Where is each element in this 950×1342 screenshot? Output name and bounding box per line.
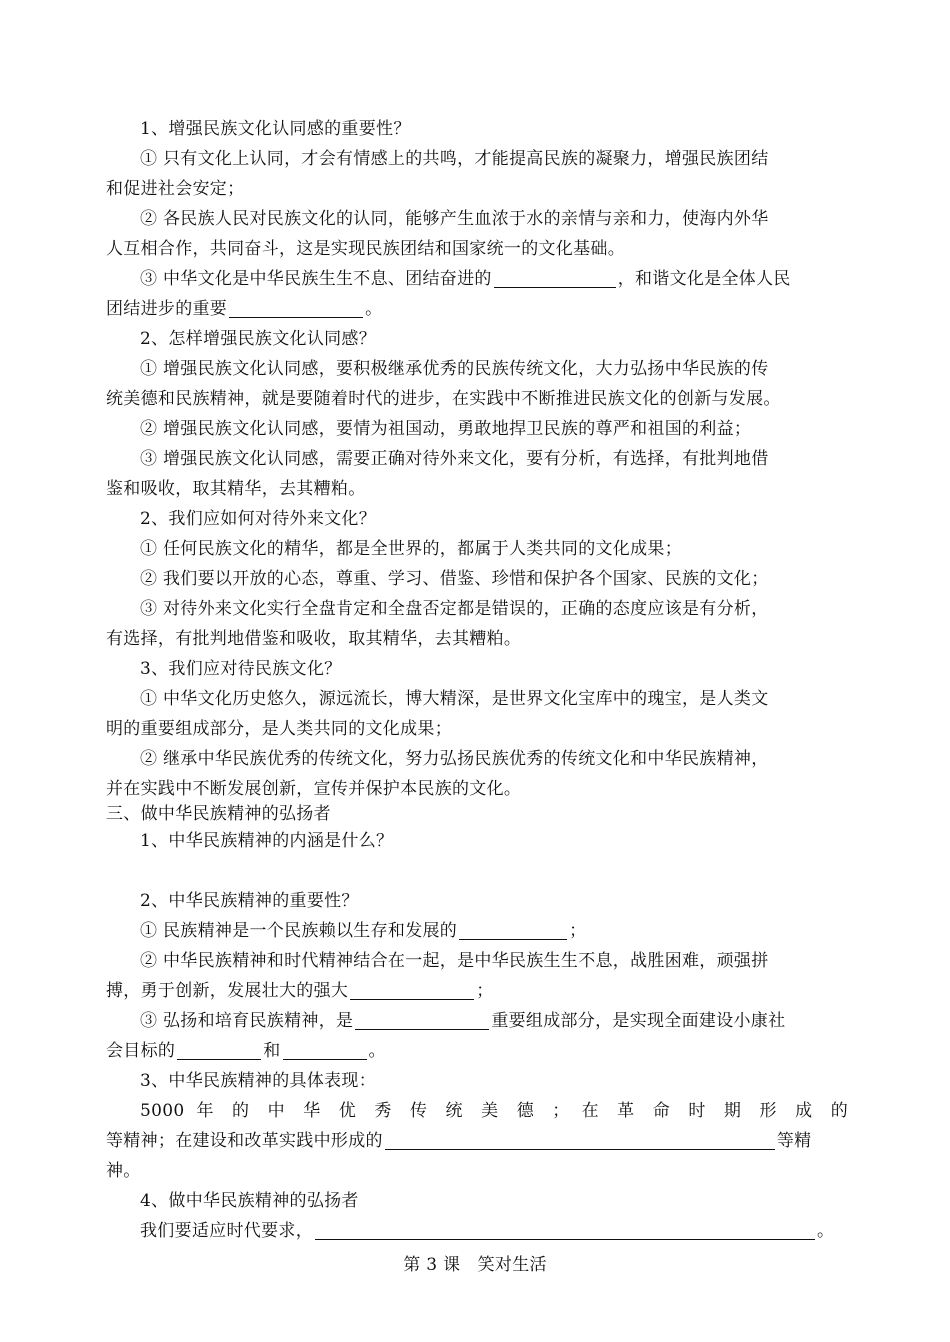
text-segment: ； [569, 921, 587, 941]
text-line: ③ 对待外来文化实行全盘肯定和全盘否定都是错误的，正确的态度应该是有分析， [140, 599, 769, 619]
text-line [140, 1216, 848, 1246]
fill-blank[interactable] [385, 1129, 775, 1150]
question-heading: 1、中华民族精神的内涵是什么？ [140, 831, 394, 851]
question-heading: 4、做中华民族精神的弘扬者 [140, 1191, 359, 1211]
fill-blank[interactable] [355, 1009, 489, 1030]
fill-blank[interactable] [283, 1039, 367, 1060]
text-line: ① 增强民族文化认同感，要积极继承优秀的民族传统文化，大力弘扬中华民族的传 [140, 359, 769, 379]
text-line: 并在实践中不断发展创新，宣传并保护本民族的文化。 [106, 779, 522, 799]
fill-blank[interactable] [350, 979, 474, 1000]
text-line: 神。 [106, 1161, 141, 1181]
text-segment: 。 [365, 299, 383, 319]
fill-blank[interactable] [315, 1219, 815, 1240]
text-line [140, 264, 848, 294]
text-line: ② 中华民族精神和时代精神结合在一起，是中华民族生生不息，战胜困难，顽强拼 [140, 951, 769, 971]
text-segment: ； [476, 981, 494, 1001]
question-heading: 1、增强民族文化认同感的重要性？ [140, 119, 411, 139]
section-heading: 三、做中华民族精神的弘扬者 [106, 804, 331, 824]
text-segment: 和 [263, 1041, 281, 1061]
text-line: ① 只有文化上认同，才会有情感上的共鸣，才能提高民族的凝聚力，增强民族团结 [140, 149, 769, 169]
lesson-title: 第 3 课 笑对生活 [403, 1255, 547, 1275]
text-line: ② 我们要以开放的心态，尊重、学习、借鉴、珍惜和保护各个国家、民族的文化； [140, 569, 769, 589]
text-line: ② 增强民族文化认同感，要情为祖国动，勇敢地捍卫民族的尊严和祖国的利益； [140, 419, 752, 439]
text-segment: 我们要适应时代要求， [140, 1221, 313, 1241]
text-segment: 会目标的 [106, 1041, 176, 1061]
text-segment: 。 [817, 1221, 835, 1241]
text-line [106, 294, 848, 324]
text-segment: ，和谐文化是全体人民 [617, 269, 791, 289]
text-line: ② 继承中华民族优秀的传统文化，努力弘扬民族优秀的传统文化和中华民族精神， [140, 749, 769, 769]
text-line: ① 中华文化历史悠久，源远流长，博大精深，是世界文化宝库中的瑰宝，是人类文 [140, 689, 769, 709]
text-line: 明的重要组成部分，是人类共同的文化成果； [106, 719, 452, 739]
text-line [106, 1036, 848, 1066]
text-segment: 重要组成部分，是实现全面建设小康社 [491, 1011, 786, 1031]
text-segment: ③ 中华文化是中华民族生生不息、团结奋进的 [140, 269, 492, 289]
text-line: 统美德和民族精神，就是要随着时代的进步，在实践中不断推进民族文化的创新与发展。 [106, 389, 781, 409]
text-line [140, 1006, 848, 1036]
text-line [106, 976, 848, 1006]
text-line: ① 任何民族文化的精华，都是全世界的，都属于人类共同的文化成果； [140, 539, 683, 559]
fill-blank[interactable] [177, 1039, 261, 1060]
question-heading: 2、中华民族精神的重要性？ [140, 891, 359, 911]
text-line: 人互相合作，共同奋斗，这是实现民族团结和国家统一的文化基础。 [106, 239, 625, 259]
fill-blank[interactable] [494, 267, 616, 288]
question-heading: 3、我们应对待民族文化？ [140, 659, 342, 679]
text-segment: ③ 弘扬和培育民族精神，是 [140, 1011, 354, 1031]
fill-blank[interactable] [459, 919, 567, 940]
text-segment: 搏，勇于创新，发展壮大的强大 [106, 981, 349, 1001]
text-segment: 团结进步的重要 [106, 299, 228, 319]
text-line: ② 各民族人民对民族文化的认同，能够产生血浓于水的亲情与亲和力，使海内外华 [140, 209, 769, 229]
text-line [140, 916, 848, 946]
text-line: 5000 年 的 中 华 优 秀 传 统 美 德 ； 在 革 命 时 期 形 成 的 [140, 1101, 848, 1121]
text-segment: 等精神；在建设和改革实践中形成的 [106, 1131, 383, 1151]
question-heading: 2、我们应如何对待外来文化？ [140, 509, 377, 529]
text-line: 鉴和吸收，取其精华，去其糟粕。 [106, 479, 366, 499]
fill-blank[interactable] [229, 297, 363, 318]
text-line: 和促进社会安定； [106, 179, 245, 199]
text-line: 有选择，有批判地借鉴和吸收，取其精华，去其糟粕。 [106, 629, 522, 649]
text-segment: 。 [368, 1041, 386, 1061]
text-segment: ① 民族精神是一个民族赖以生存和发展的 [140, 921, 458, 941]
question-heading: 2、怎样增强民族文化认同感？ [140, 329, 377, 349]
text-line: ③ 增强民族文化认同感，需要正确对待外来文化，要有分析，有选择，有批判地借 [140, 449, 769, 469]
question-heading: 3、中华民族精神的具体表现： [140, 1071, 377, 1091]
text-line [106, 1126, 848, 1156]
text-segment: 等精 [776, 1131, 812, 1151]
